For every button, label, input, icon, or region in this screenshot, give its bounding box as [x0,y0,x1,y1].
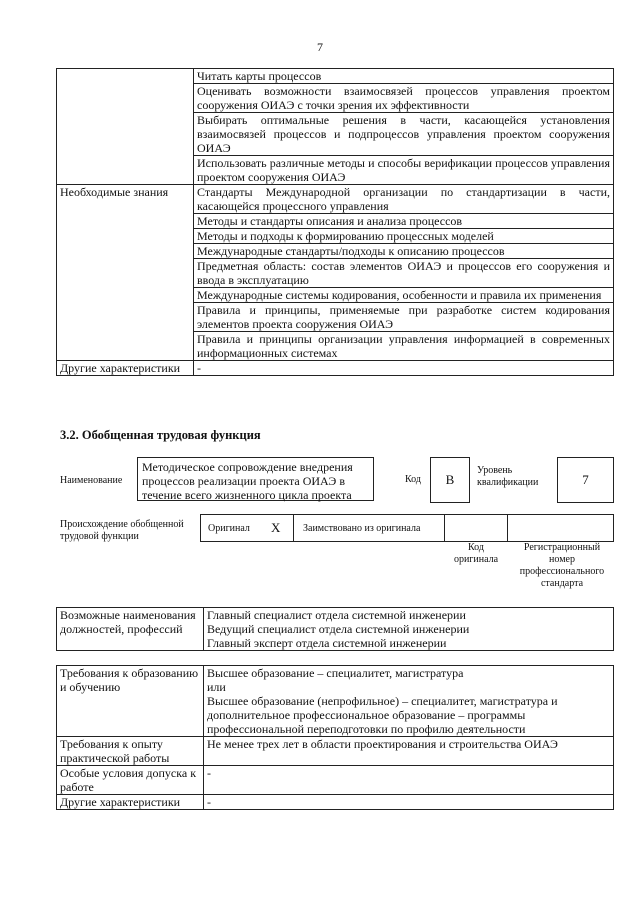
divider [293,515,294,541]
table-row [57,156,614,185]
table-row [57,332,614,361]
name-label: Наименование [60,475,123,486]
row-label: Особые условия допуска к работе [57,766,204,795]
row-text: Методы и подходы к формированию процессных моделей [194,229,614,244]
table-row [57,766,614,795]
row-label: Требования к образованию и обучению [57,666,204,737]
job-titles-list [204,608,614,651]
list-item: Главный специалист отдела системной инженерии [207,608,466,622]
row-label-other: Другие характеристики [57,361,194,376]
table-row [57,608,614,651]
row-label [57,303,194,332]
row-text: Не менее трех лет в области проектирования и строительства ОИАЭ [204,737,614,766]
list-item: Ведущий специалист отдела системной инженерии [207,622,470,636]
original-mark: Х [271,520,281,535]
row-text: Правила и принципы, применяемые при разработке систем кодирования элементов проекта сооружения ОИАЭ [194,303,614,332]
row-label [57,113,194,156]
original-label: Оригинал [208,523,250,534]
table-row [57,69,614,84]
name-value: Методическое сопровождение внедрения процессов реализации проекта ОИАЭ в течение всего жизненного цикла проекта [137,457,374,501]
table-row [57,185,614,214]
row-text: Высшее образование – специалитет, магистратура или Высшее образование (непрофильное) – специалитет, магистратура и дополнительное профессиональное образование – программы профессиональной переподготовки по профилю деятельности [204,666,614,737]
job-titles-table [56,607,614,651]
row-text: Правила и принципы организации управления информацией в современных информационных системах [194,332,614,361]
level-label: Уровень квалификации [477,465,539,488]
divider [444,515,445,541]
row-label [57,69,194,84]
row-label: Другие характеристики [57,795,204,810]
row-text: - [204,766,614,795]
table-row [57,303,614,332]
origin-label: Происхождение обобщенной трудовой функции [60,519,184,542]
table-row [57,666,614,737]
reg-number-caption: Регистрационный номер профессионального стандарта [519,542,605,589]
table-row [57,113,614,156]
row-label [57,156,194,185]
row-text: - [194,361,614,376]
row-text: Выбирать оптимальные решения в части, касающейся установления взаимосвязей процессов и подпроцессов управления проектом сооружения ОИАЭ [194,113,614,156]
table-row [57,244,614,259]
row-label-knowledge: Необходимые знания [57,185,194,214]
requirements-table [56,665,614,810]
table-row [57,361,614,376]
row-text: Читать карты процессов [194,69,614,84]
table-row [57,229,614,244]
table-row [57,84,614,113]
table-row [57,288,614,303]
row-label [57,214,194,229]
row-label [57,84,194,113]
level-value: 7 [557,457,614,503]
skills-knowledge-table [56,68,614,376]
page-number: 7 [317,40,323,54]
list-item: Главный эксперт отдела системной инженерии [207,636,447,650]
row-label [57,244,194,259]
table-row [57,259,614,288]
code-label: Код [405,474,421,485]
row-text: Предметная область: состав элементов ОИАЭ и процессов его сооружения и ввода в эксплуатацию [194,259,614,288]
row-label [57,288,194,303]
table-row [57,795,614,810]
origin-row [200,514,614,542]
row-text: Международные системы кодирования, особенности и правила их применения [194,288,614,303]
row-text: Стандарты Международной организации по стандартизации в части, касающейся процессного управления [194,185,614,214]
table-row [57,737,614,766]
divider [507,515,508,541]
row-text: Оценивать возможности взаимосвязей процессов управления проектом сооружения ОИАЭ с точки зрения их эффективности [194,84,614,113]
table-row [57,214,614,229]
row-label [57,332,194,361]
row-label: Требования к опыту практической работы [57,737,204,766]
row-label [57,229,194,244]
code-value: В [430,457,470,503]
row-text: - [204,795,614,810]
row-text: Методы и стандарты описания и анализа процессов [194,214,614,229]
section-title: 3.2. Обобщенная трудовая функция [60,428,261,442]
borrowed-label: Заимствовано из оригинала [303,523,421,534]
row-text: Международные стандарты/подходы к описанию процессов [194,244,614,259]
code-original-caption: Код оригинала [453,542,499,565]
job-titles-label: Возможные наименования должностей, профессий [57,608,204,651]
row-label [57,259,194,288]
row-text: Использовать различные методы и способы верификации процессов управления проектом сооружения ОИАЭ [194,156,614,185]
